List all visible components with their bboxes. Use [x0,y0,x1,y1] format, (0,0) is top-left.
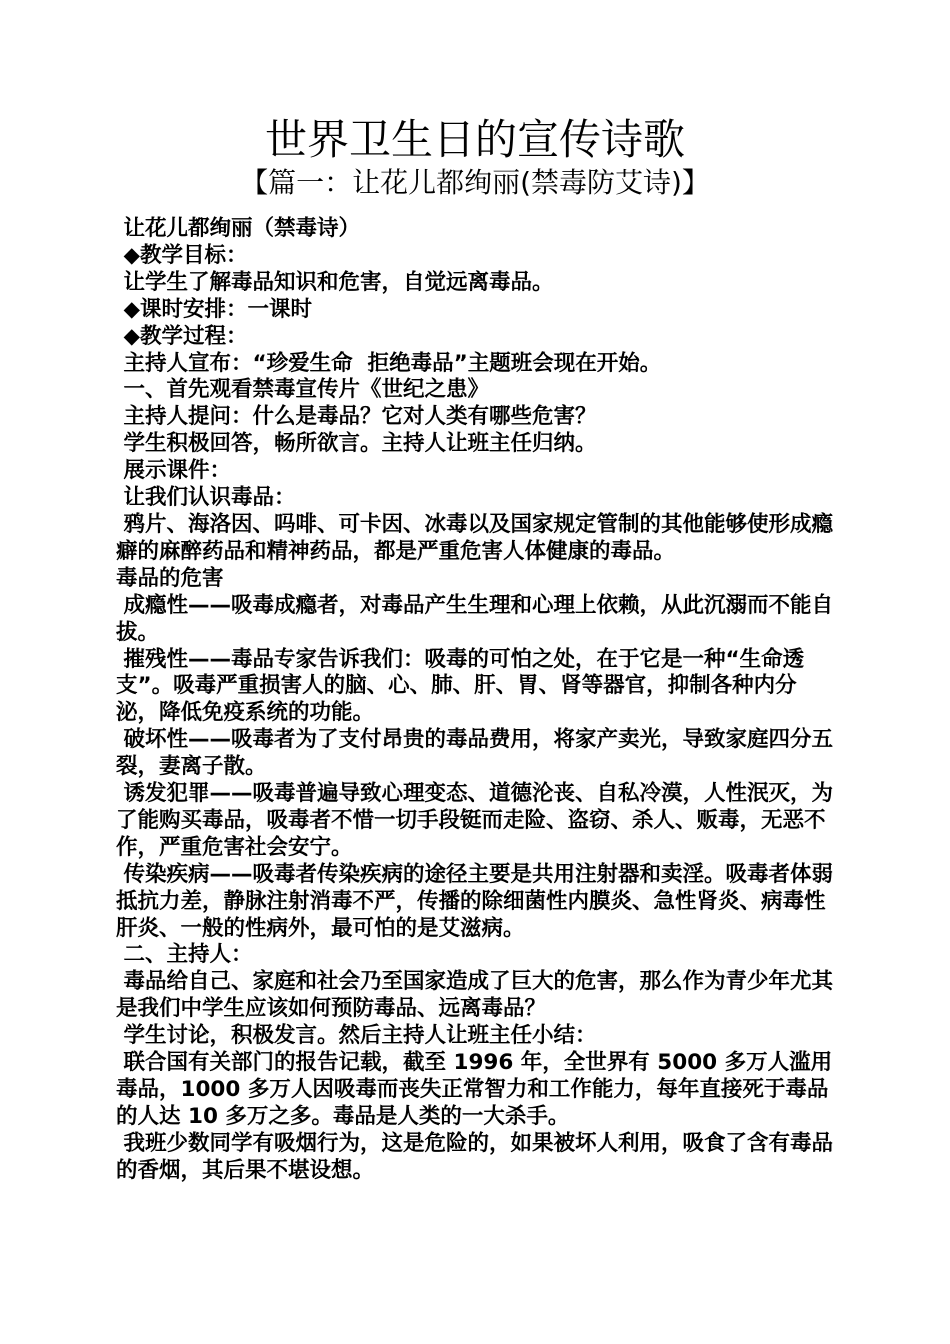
document-title: 世界卫生日的宣传诗歌 [264,115,685,164]
paragraph-section-two: 二、主持人： [116,942,253,968]
paragraph-student-answer: 学生积极回答，畅所欲言。主持人让班主任归纳。 [116,431,597,457]
paragraph-host-announce: 主持人宣布：“珍爱生命 拒绝毒品”主题班会现在开始。 [116,350,662,376]
paragraph-objective-heading: ◆教学目标： [116,242,248,268]
paragraph-destruction: 摧残性——毒品专家告诉我们：吸毒的可怕之处，在于它是一种“生命透支”。吸毒严重损害人的脑、心、肺、肝、胃、肾等器官，抑制各种内分泌，降低免疫系统的功能。 [116,646,805,726]
paragraph-discussion: 学生讨论，积极发言。然后主持人让班主任小结： [116,1023,597,1049]
paragraph-objective-text: 让学生了解毒品知识和危害，自觉远离毒品。 [116,269,554,295]
document-body [116,216,838,1185]
paragraph-schedule: ◆课时安排：一课时 [116,296,313,322]
paragraph-drug-list: 鸦片、海洛因、吗啡、可卡因、冰毒以及国家规定管制的其他能够使形成瘾癖的麻醉药品和精神药品，都是严重危害人体健康的毒品。 [116,511,834,564]
paragraph-process-heading: ◆教学过程： [116,323,248,349]
paragraph-harm-heading: 毒品的危害 [116,565,224,591]
paragraph-poem-title: 让花儿都绚丽（禁毒诗） [116,216,361,241]
paragraph-crime: 诱发犯罪——吸毒普遍导致心理变态、道德沦丧、自私冷漠，人性泯灭，为了能购买毒品，吸毒者不惜一切手段铤而走险、盗窃、杀人、贩毒，无恶不作，严重危害社会安宁。 [116,781,834,860]
paragraph-family-damage: 破坏性——吸毒者为了支付昂贵的毒品费用，将家产卖光，导致家庭四分五裂，妻离子散。 [116,727,834,780]
paragraph-un-report: 联合国有关部门的报告记载，截至 1996 年，全世界有 5000 多万人滥用毒品，1000 多万人因吸毒而丧失正常智力和工作能力，每年直接死于毒品的人达 10 多万之多。毒品是人类的一大杀手。 [116,1050,833,1129]
paragraph-prevention-question: 毒品给自己、家庭和社会乃至国家造成了巨大的危害，那么作为青少年尤其是我们中学生应该如何预防毒品、远离毒品？ [116,969,834,1022]
paragraph-courseware: 展示课件： [116,458,232,484]
paragraph-host-question: 主持人提问：什么是毒品？它对人类有哪些危害？ [116,404,597,430]
paragraph-section-one: 一、首先观看禁毒宣传片《世纪之患》 [116,377,490,403]
paragraph-disease: 传染疾病——吸毒者传染疾病的途径主要是共用注射器和卖淫。吸毒者体弱抵抗力差，静脉注射消毒不严，传播的除细菌性内膜炎、急性肾炎、病毒性肝炎、一般的性病外，最可怕的是艾滋病。 [116,861,834,941]
paragraph-know-drugs: 让我们认识毒品： [116,485,296,511]
paragraph-smoking: 我班少数同学有吸烟行为，这是危险的，如果被坏人利用，吸食了含有毒品的香烟，其后果不堪设想。 [116,1130,834,1183]
paragraph-addiction: 成瘾性——吸毒成瘾者，对毒品产生生理和心理上依赖，从此沉溺而不能自拔。 [116,592,834,645]
document-subtitle: 【篇一：让花儿都绚丽(禁毒防艾诗)】 [240,166,710,199]
